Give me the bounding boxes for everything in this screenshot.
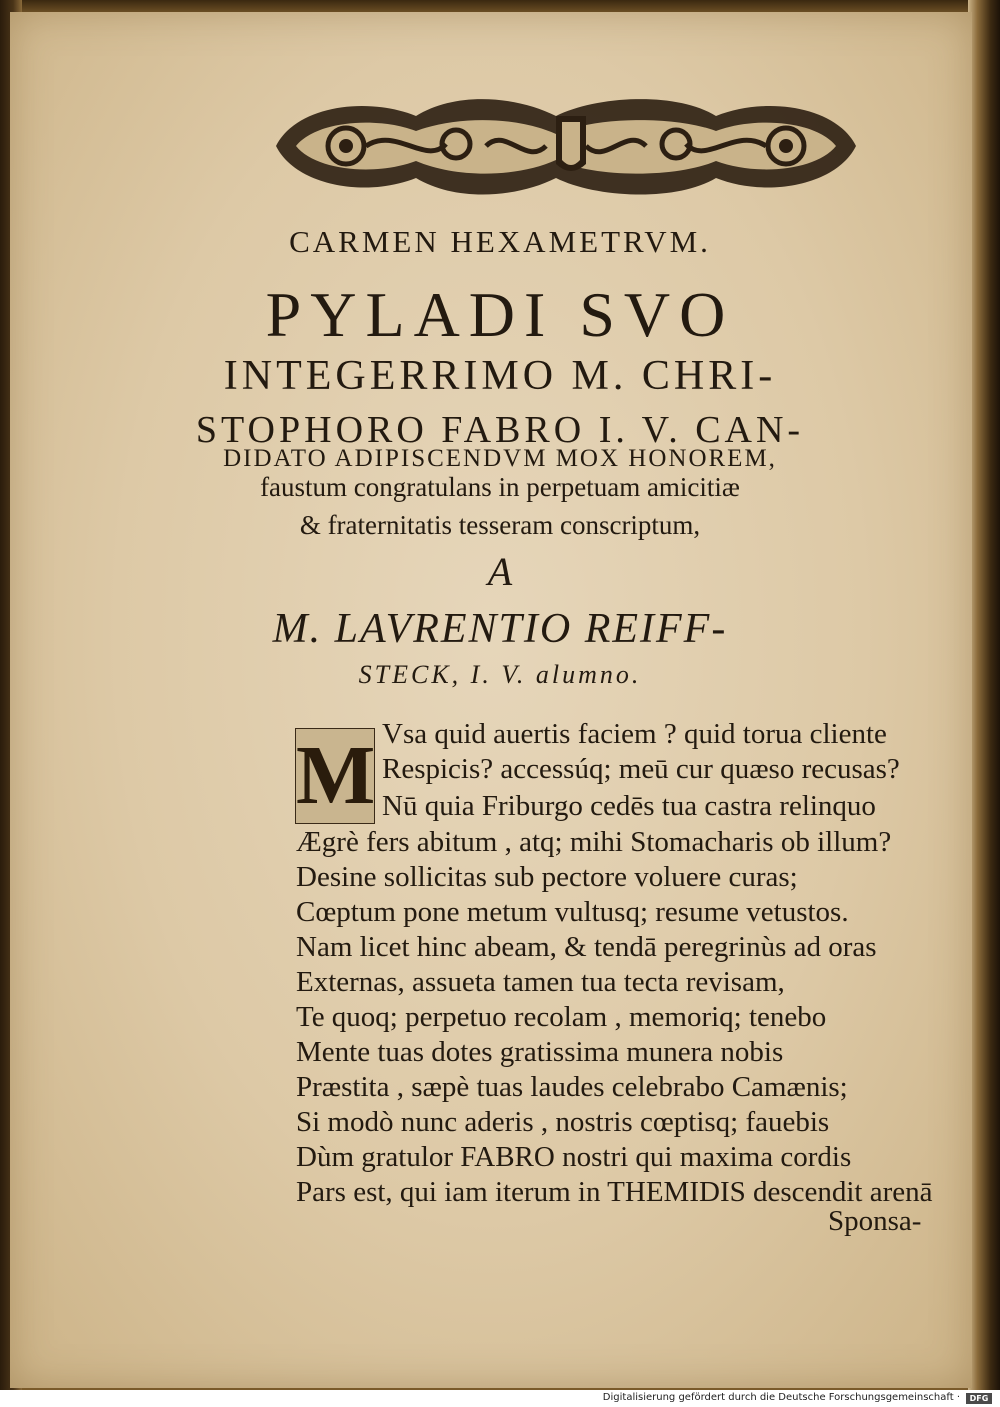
- heading-carmen: CARMEN HEXAMETRVM.: [289, 224, 711, 259]
- verse-line: Dùm gratulor FABRO nostri qui maxima cordis: [296, 1141, 852, 1173]
- author-name-line-2: STECK, I. V. alumno.: [358, 660, 642, 689]
- verse-line: Cœptum pone metum vultusq; resume vetustos.: [296, 896, 849, 928]
- headpiece-ornament: [256, 86, 876, 208]
- verse-line: Præstita , sæpè tuas laudes celebrabo Camænis;: [296, 1071, 848, 1103]
- verse-line: Nam licet hinc abeam, & tendā peregrinùs ad oras: [296, 931, 877, 963]
- initial-letter: M: [296, 729, 376, 822]
- verse-line: Pars est, qui iam iterum in THEMIDIS descendit arenā: [296, 1176, 933, 1208]
- verse-line: Te quoq; perpetuo recolam , memoriq; tenebo: [296, 1001, 827, 1033]
- dedication-line-2: STOPHORO FABRO I. V. CAN-: [195, 409, 805, 451]
- catchword: Sponsa-: [828, 1205, 922, 1237]
- verse-line: Si modò nunc aderis , nostris cœptisq; fauebis: [296, 1106, 830, 1138]
- dedication-line-4: faustum congratulans in perpetuam amicitiæ: [260, 472, 740, 502]
- dedication-line-5: & fraternitatis tesseram conscriptum,: [299, 510, 701, 540]
- verse-line: Desine sollicitas sub pectore voluere curas;: [296, 861, 798, 893]
- page-stack-right: [968, 0, 1000, 1390]
- verse-line: Ægrè fers abitum , atq; mihi Stomacharis ob illum?: [296, 826, 892, 858]
- dfg-logo: DFG: [966, 1393, 992, 1404]
- dedication-line-1: INTEGERRIMO M. CHRI-: [223, 353, 777, 399]
- decorated-initial: [295, 728, 375, 824]
- verse-line: Vsa quid auertis faciem ? quid torua cliente: [382, 718, 887, 750]
- verse-line: Externas, assueta tamen tua tecta revisam,: [296, 966, 785, 998]
- digitization-footer: [0, 1390, 1000, 1407]
- author-name-line-1: M. LAVRENTIO REIFF-: [272, 606, 728, 652]
- heading-pyladi: PYLADI SVO: [265, 279, 735, 350]
- verse-line: Respicis? accessúq; meū cur quæso recusas?: [382, 753, 900, 785]
- dedication-line-3: DIDATO ADIPISCENDVM MOX HONOREM,: [223, 445, 777, 472]
- footer-credit: Digitalisierung gefördert durch die Deutsche Forschungsgemeinschaft ·: [602, 1392, 960, 1403]
- author-preposition: A: [487, 549, 513, 594]
- verse-line: Mente tuas dotes gratissima munera nobis: [296, 1036, 784, 1068]
- verse-line: Nū quia Friburgo cedēs tua castra relinquo: [382, 790, 876, 822]
